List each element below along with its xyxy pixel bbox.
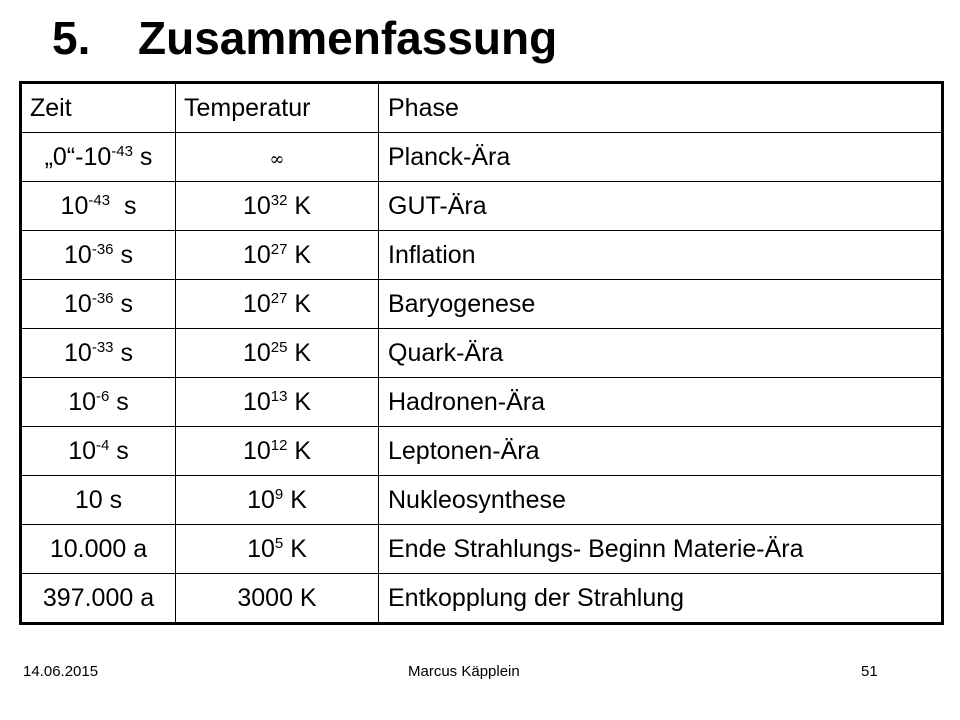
- table-row: [21, 329, 943, 378]
- header-temperatur: Temperatur: [176, 83, 379, 133]
- zeit-unit: s: [132, 142, 153, 171]
- temperatur-cell: [176, 427, 379, 476]
- zeit-base: 10: [68, 436, 96, 465]
- footer-author: Marcus Käpplein: [408, 663, 520, 680]
- temp-exponent: 9: [274, 485, 284, 503]
- table-row: [21, 574, 943, 624]
- temperatur-cell: [176, 133, 379, 182]
- table-row: [21, 427, 943, 476]
- temp-unit: K: [283, 485, 307, 514]
- zeit-exponent: -43: [111, 142, 133, 160]
- zeit-unit: s: [113, 289, 133, 318]
- zeit-cell: [21, 329, 176, 378]
- temp-exponent: 12: [270, 436, 288, 454]
- temp-value: 3000 K: [237, 583, 317, 612]
- table-row: [21, 476, 943, 525]
- temperatur-cell: [176, 574, 379, 624]
- temp-exponent: 5: [274, 534, 284, 552]
- temp-base: 10: [247, 534, 275, 563]
- temp-exponent: 27: [270, 240, 288, 258]
- temp-base: 10: [242, 436, 271, 465]
- zeit-base: 10: [68, 387, 96, 416]
- temperatur-cell: [176, 525, 379, 574]
- zeit-cell: [21, 182, 176, 231]
- temp-unit: K: [287, 338, 312, 367]
- phase-cell: Nukleosynthese: [379, 476, 943, 525]
- table-header-row: [21, 83, 943, 133]
- zeit-cell: [21, 476, 176, 525]
- zeit-cell: [21, 525, 176, 574]
- zeit-unit: s: [109, 436, 129, 465]
- zeit-cell: [21, 574, 176, 624]
- table-row: [21, 182, 943, 231]
- zeit-cell: [21, 280, 176, 329]
- temp-unit: K: [287, 240, 312, 269]
- temp-exponent: 13: [270, 387, 288, 405]
- phase-cell: Hadronen-Ära: [379, 378, 943, 427]
- phase-cell: Quark-Ära: [379, 329, 943, 378]
- zeit-exponent: -33: [91, 338, 114, 356]
- phase-cell: Planck-Ära: [379, 133, 943, 182]
- temp-base: 10: [242, 289, 271, 318]
- phase-cell: Ende Strahlungs- Beginn Materie-Ära: [379, 525, 943, 574]
- zeit-unit: s: [113, 338, 133, 367]
- phase-cell: Entkopplung der Strahlung: [379, 574, 943, 624]
- zeit-unit: s: [109, 387, 129, 416]
- temp-unit: K: [287, 191, 312, 220]
- zeit-exponent: -36: [91, 240, 114, 258]
- temperatur-cell: [176, 280, 379, 329]
- zeit-exponent: -36: [91, 289, 114, 307]
- phase-cell: Baryogenese: [379, 280, 943, 329]
- table-row: [21, 378, 943, 427]
- temp-unit: K: [287, 387, 312, 416]
- footer-page-number: 51: [861, 663, 878, 680]
- zeit-base: 10: [64, 338, 92, 367]
- zeit-value: 10.000 a: [49, 534, 148, 563]
- zeit-exponent: -43: [88, 191, 111, 209]
- temp-exponent: 25: [270, 338, 288, 356]
- zeit-base: 10: [60, 191, 89, 220]
- temp-unit: K: [287, 436, 312, 465]
- zeit-value: 397.000 a: [42, 583, 155, 612]
- temp-exponent: 27: [270, 289, 288, 307]
- zeit-cell: [21, 231, 176, 280]
- temp-base: 10: [242, 387, 271, 416]
- temperatur-cell: [176, 378, 379, 427]
- phase-cell: Inflation: [379, 231, 943, 280]
- temp-unit: K: [283, 534, 307, 563]
- zeit-exponent: -6: [96, 387, 110, 405]
- temperatur-cell: [176, 231, 379, 280]
- zeit-cell: [21, 378, 176, 427]
- temp-exponent: 32: [270, 191, 288, 209]
- zeit-cell: [21, 427, 176, 476]
- zeit-base: 10: [64, 240, 92, 269]
- zeit-exponent: -4: [96, 436, 110, 454]
- summary-table: [19, 81, 944, 625]
- table-row: [21, 280, 943, 329]
- temp-base: 10: [242, 191, 271, 220]
- slide-title-text: Zusammenfassung: [138, 12, 558, 64]
- slide-title: [52, 8, 557, 68]
- temp-base: 10: [242, 240, 271, 269]
- table-row: [21, 525, 943, 574]
- zeit-base: „0“-10: [44, 142, 112, 171]
- temp-unit: K: [287, 289, 312, 318]
- zeit-base: 10: [64, 289, 92, 318]
- temperatur-cell: [176, 476, 379, 525]
- infinity-symbol: ∞: [269, 148, 285, 170]
- temperatur-cell: [176, 329, 379, 378]
- slide-title-number: 5.: [52, 12, 91, 64]
- zeit-unit: s: [110, 191, 137, 220]
- header-phase: Phase: [379, 83, 943, 133]
- temp-base: 10: [242, 338, 271, 367]
- phase-cell: GUT-Ära: [379, 182, 943, 231]
- zeit-value: 10 s: [74, 485, 123, 514]
- table-row: [21, 133, 943, 182]
- temperatur-cell: [176, 182, 379, 231]
- header-zeit: Zeit: [21, 83, 176, 133]
- zeit-unit: s: [113, 240, 133, 269]
- zeit-cell: [21, 133, 176, 182]
- table-row: [21, 231, 943, 280]
- footer-date: 14.06.2015: [23, 663, 99, 680]
- phase-cell: Leptonen-Ära: [379, 427, 943, 476]
- temp-base: 10: [247, 485, 275, 514]
